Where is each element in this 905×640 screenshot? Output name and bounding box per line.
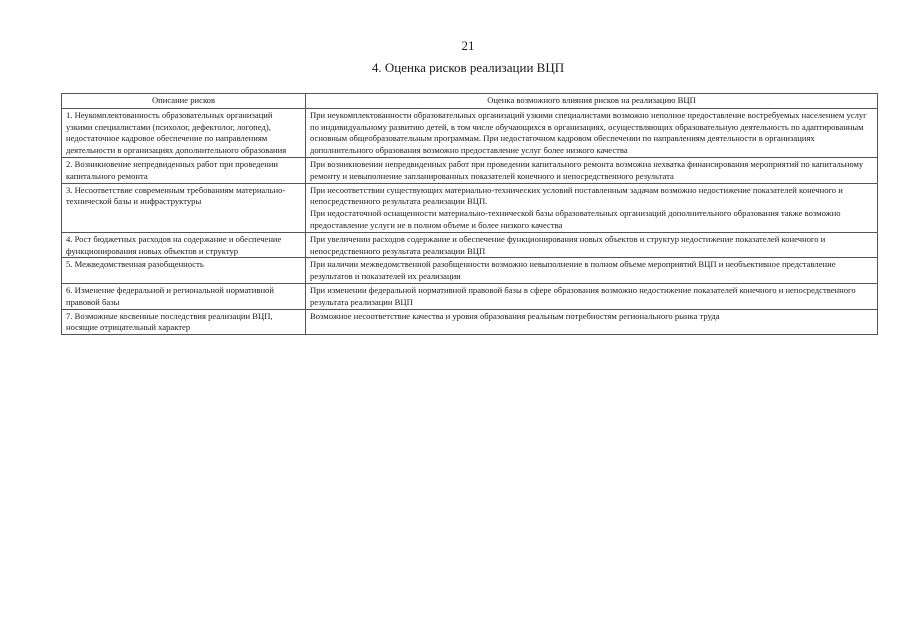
risk-cell: 3. Несоответствие современным требованиям материально-технической базы и инфраструктуры <box>62 183 306 232</box>
risk-table <box>61 93 878 335</box>
impact-cell <box>306 309 878 335</box>
table-row <box>62 108 878 157</box>
column-header-impact-assessment: Оценка возможного влияния рисков на реализацию ВЦП <box>306 94 878 109</box>
impact-paragraph: При неукомплектованности образовательных организаций узкими специалистами возможно неполное предоставление востребуемых населением услуг по индивидуальному развитию детей, в том числе обучающихся в организациях, осуществляющих образовательную деятельность по адаптированным основным общеобразовательным программам. При недостаточном кадровом обеспечении по направлениям деятельности в организациях дополнительного образования возможно предоставление услуг более низкого качества <box>310 109 867 156</box>
table-row <box>62 232 878 258</box>
impact-cell <box>306 108 878 157</box>
impact-cell <box>306 232 878 258</box>
page-number: 21 <box>461 38 475 53</box>
table-row <box>62 157 878 183</box>
risk-cell: 5. Межведомственная разобщенность <box>62 258 306 284</box>
impact-paragraph: При изменении федеральной нормативной правовой базы в сфере образования возможно недостижение показателей конечного и непосредственного результата реализации ВЦП <box>310 284 856 307</box>
impact-paragraph: При несоответствии существующих материально-технических условий поставленным задачам возможно недостижение показателей конечного и непосредственного результата реализации ВЦП. <box>310 184 843 207</box>
impact-paragraph: При возникновении непредвиденных работ при проведении капитального ремонта возможна нехватка финансирования мероприятий по капитальному ремонту и невыполнение запланированных показателей конечного и непосредственного результата <box>310 158 864 181</box>
risk-cell: 2. Возникновение непредвиденных работ при проведении капитального ремонта <box>62 157 306 183</box>
page-title: 4. Оценка рисков реализации ВЦП <box>371 60 565 75</box>
impact-paragraph: При недостаточной оснащенности материально-технической базы образовательных организаций дополнительного образования также возможно предоставление услуги не в полном объеме и более низкого качества <box>310 208 841 230</box>
impact-cell <box>306 183 878 232</box>
table-row <box>62 283 878 309</box>
impact-cell <box>306 157 878 183</box>
risk-cell: 6. Изменение федеральной и региональной нормативной правовой базы <box>62 283 306 309</box>
risk-cell: 1. Неукомплектованность образовательных организаций узкими специалистами (психолог, дефектолог, логопед), недостаточное кадровое обеспечение по направлениям деятельности в организациях дополнительного образования <box>62 108 306 157</box>
impact-cell <box>306 283 878 309</box>
table-row <box>62 258 878 284</box>
table-row <box>62 309 878 335</box>
impact-cell <box>306 258 878 284</box>
table-header-row <box>62 94 878 109</box>
table-row <box>62 183 878 232</box>
impact-paragraph: Возможное несоответствие качества и уровня образования реальным потребностям регионального рынка труда <box>310 310 720 321</box>
impact-paragraph: При увеличении расходов содержание и обеспечение функционирования новых объектов и структур недостижение показателей конечного и непосредственного результата реализации ВЦП <box>310 233 826 256</box>
impact-paragraph: При наличии межведомственной разобщенности возможно невыполнение в полном объеме мероприятий ВЦП и необъективное представление результатов и показателей их реализации <box>310 259 836 282</box>
risk-cell: 4. Рост бюджетных расходов на содержание и обеспечение функционирования новых объектов и структур <box>62 232 306 258</box>
risk-cell: 7. Возможные косвенные последствия реализации ВЦП, носящие отрицательный характер <box>62 309 306 335</box>
column-header-risk-description: Описание рисков <box>62 94 306 109</box>
